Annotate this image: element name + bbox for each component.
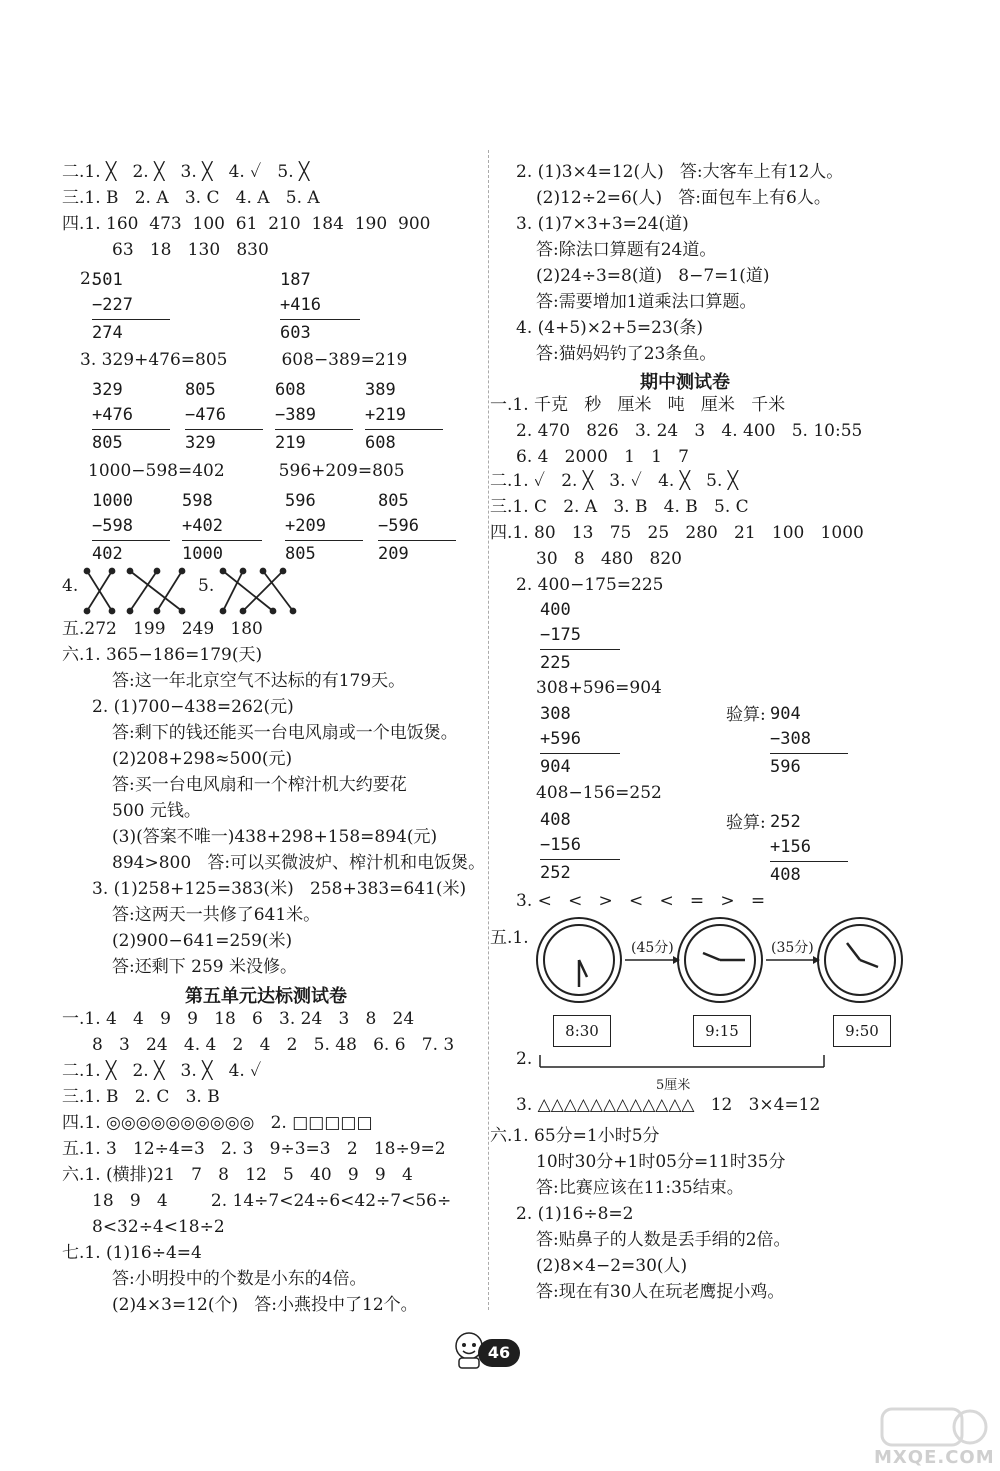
answer-line: 2. (1)16÷8=2 [516, 1204, 634, 1224]
answer-line: 4. (4+5)×2+5=23(条) [516, 318, 704, 338]
answer-line: 六.1. (横排)21 7 8 12 5 40 9 9 4 [62, 1165, 413, 1185]
answer-line: 18 9 4 2. 14÷7<24÷6<42÷7<56÷ [92, 1191, 452, 1211]
answer-line: 63 18 130 830 [112, 240, 269, 260]
answer-line: 3. < < > < < = > = [516, 891, 766, 911]
answer-line: 验算: [726, 813, 766, 833]
answer-line: 答:剩下的钱还能买一台电风扇或一个电饭煲。 [112, 723, 458, 743]
answer-line: 2. [516, 1049, 533, 1069]
answer-line: 四.1. ◎◎◎◎◎◎◎◎◎◎ 2. □□□□□ [62, 1113, 373, 1133]
answer-line: 2. (1)700−438=262(元) [92, 697, 294, 717]
watermark-text: MXQE.COM [874, 1447, 995, 1468]
ruler-segment [538, 1052, 828, 1072]
vertical-calc: 400 −175 225 [540, 598, 620, 676]
answer-line: 答:猫妈妈钓了23条鱼。 [536, 344, 717, 364]
answer-line: (3)(答案不唯一)438+298+158=894(元) [112, 827, 438, 847]
answer-line: 10时30分+1时05分=11时35分 [536, 1152, 786, 1172]
answer-line: 答:现在有30人在玩老鹰捉小鸡。 [536, 1282, 785, 1302]
vertical-calc: 408 −156 252 [540, 808, 620, 886]
answer-line: 答:贴鼻子的人数是丢手绢的2倍。 [536, 1230, 791, 1250]
answer-line: 500 元钱。 [112, 801, 201, 821]
vertical-calc: 596 +209 805 [285, 489, 363, 567]
answer-line: 三.1. B 2. A 3. C 4. A 5. A [62, 188, 320, 208]
answer-line: 3. 329+476=805 608−389=219 [80, 350, 408, 370]
matching-diagram [218, 566, 298, 616]
vertical-calc: 501 −227 274 [92, 268, 170, 346]
answer-line: 三.1. B 2. C 3. B [62, 1087, 220, 1107]
answer-line: 六.1. 65分=1小时5分 [490, 1126, 660, 1146]
answer-line: 二.1. ╳ 2. ╳ 3. ╳ 4. ✓ [62, 1061, 262, 1081]
answer-line: 2. [80, 269, 97, 289]
answer-line: 答:除法口算题有24道。 [536, 240, 717, 260]
answer-line: 答:还剩下 259 米没修。 [112, 957, 297, 977]
vertical-calc: 252 +156 408 [770, 810, 848, 888]
answer-line: 五.1. 3 12÷4=3 2. 3 9÷3=3 2 18÷9=2 [62, 1139, 446, 1159]
answer-line: 8 3 24 4. 4 2 4 2 5. 48 6. 6 7. 3 [92, 1035, 455, 1055]
time-box: 9:50 [833, 1015, 891, 1047]
answer-line: 一.1. 千克 秒 厘米 吨 厘米 千米 [490, 395, 786, 415]
answer-line: 408−156=252 [536, 783, 662, 803]
section-title: 第五单元达标测试卷 [185, 986, 347, 1007]
answer-line: (2)208+298≈500(元) [112, 749, 293, 769]
answer-line: 2. (1)3×4=12(人) 答:大客车上有12人。 [516, 162, 844, 182]
answer-line: 七.1. (1)16÷4=4 [62, 1243, 202, 1263]
vertical-calc: 187 +416 603 [280, 268, 360, 346]
answer-line: 四.1. 80 13 75 25 280 21 100 1000 [490, 523, 864, 543]
vertical-calc: 1000 −598 402 [92, 489, 170, 567]
answer-line: 2. 470 826 3. 24 3 4. 400 5. 10:55 [516, 421, 863, 441]
answer-line: 8<32÷4<18÷2 [92, 1217, 225, 1237]
answer-line: 四.1. 160 473 100 61 210 184 190 900 [62, 214, 431, 234]
ruler-label: 5厘米 [656, 1078, 691, 1093]
vertical-calc: 329 +476 805 [92, 378, 170, 456]
answer-line: 答:这两天一共修了641米。 [112, 905, 321, 925]
answer-line: 二.1. ╳ 2. ╳ 3. ╳ 4. ✓ 5. ╳ [62, 162, 310, 182]
answer-line: 五.272 199 249 180 [62, 619, 263, 639]
vertical-calc: 598 +402 1000 [182, 489, 262, 567]
answer-line: 一.1. 4 4 9 9 18 6 3. 24 3 8 24 [62, 1009, 415, 1029]
answer-line: 答:买一台电风扇和一个榨汁机大约要花 [112, 775, 407, 795]
answer-line: 3. (1)7×3+3=24(道) [516, 214, 689, 234]
answer-line: 二.1. ✓ 2. ╳ 3. ✓ 4. ╳ 5. ╳ [490, 471, 739, 491]
answer-line: 答:小明投中的个数是小东的4倍。 [112, 1269, 367, 1289]
answer-line: 6. 4 2000 1 1 7 [516, 447, 689, 467]
duration-label: (45分) [631, 940, 674, 956]
vertical-calc: 805 −476 329 [185, 378, 263, 456]
answer-line: (2)900−641=259(米) [112, 931, 293, 951]
vertical-calc: 904 −308 596 [770, 702, 848, 780]
answer-line: 894>800 答:可以买微波炉、榨汁机和电饭煲。 [112, 853, 486, 873]
answer-line: (2)12÷2=6(人) 答:面包车上有6人。 [536, 188, 831, 208]
answer-line: 答:比赛应该在11:35结束。 [536, 1178, 744, 1198]
time-box: 9:15 [693, 1015, 751, 1047]
answer-line: 3. △△△△△△△△△△△△ 12 3×4=12 [516, 1095, 821, 1115]
answer-line: 1000−598=402 596+209=805 [88, 461, 405, 481]
answer-line: 3. (1)258+125=383(米) 258+383=641(米) [92, 879, 467, 899]
answer-line: (2)24÷3=8(道) 8−7=1(道) [536, 266, 770, 286]
answer-line: 六.1. 365−186=179(天) [62, 645, 263, 665]
answer-line: 5. [198, 576, 215, 596]
answer-line: (2)8×4−2=30(人) [536, 1256, 688, 1276]
answer-line: 验算: [726, 705, 766, 725]
answer-line: 五.1. [490, 928, 529, 948]
vertical-calc: 608 −389 219 [275, 378, 353, 456]
vertical-calc: 308 +596 904 [540, 702, 620, 780]
duration-label: (35分) [771, 940, 814, 956]
vertical-calc: 805 −596 209 [378, 489, 456, 567]
vertical-calc: 389 +219 608 [365, 378, 443, 456]
answer-line: 308+596=904 [536, 678, 662, 698]
section-title: 期中测试卷 [640, 372, 730, 393]
answer-line: 答:这一年北京空气不达标的有179天。 [112, 671, 406, 691]
answer-line: 30 8 480 820 [536, 549, 682, 569]
answer-line: 答:需要增加1道乘法口算题。 [536, 292, 757, 312]
matching-diagram [82, 566, 192, 616]
answer-line: (2)4×3=12(个) 答:小燕投中了12个。 [112, 1295, 418, 1315]
time-box: 8:30 [553, 1015, 611, 1047]
answer-line: 三.1. C 2. A 3. B 4. B 5. C [490, 497, 749, 517]
answer-line: 4. [62, 576, 79, 596]
page-number: 46 [478, 1339, 520, 1367]
answer-line: 2. 400−175=225 [516, 575, 664, 595]
